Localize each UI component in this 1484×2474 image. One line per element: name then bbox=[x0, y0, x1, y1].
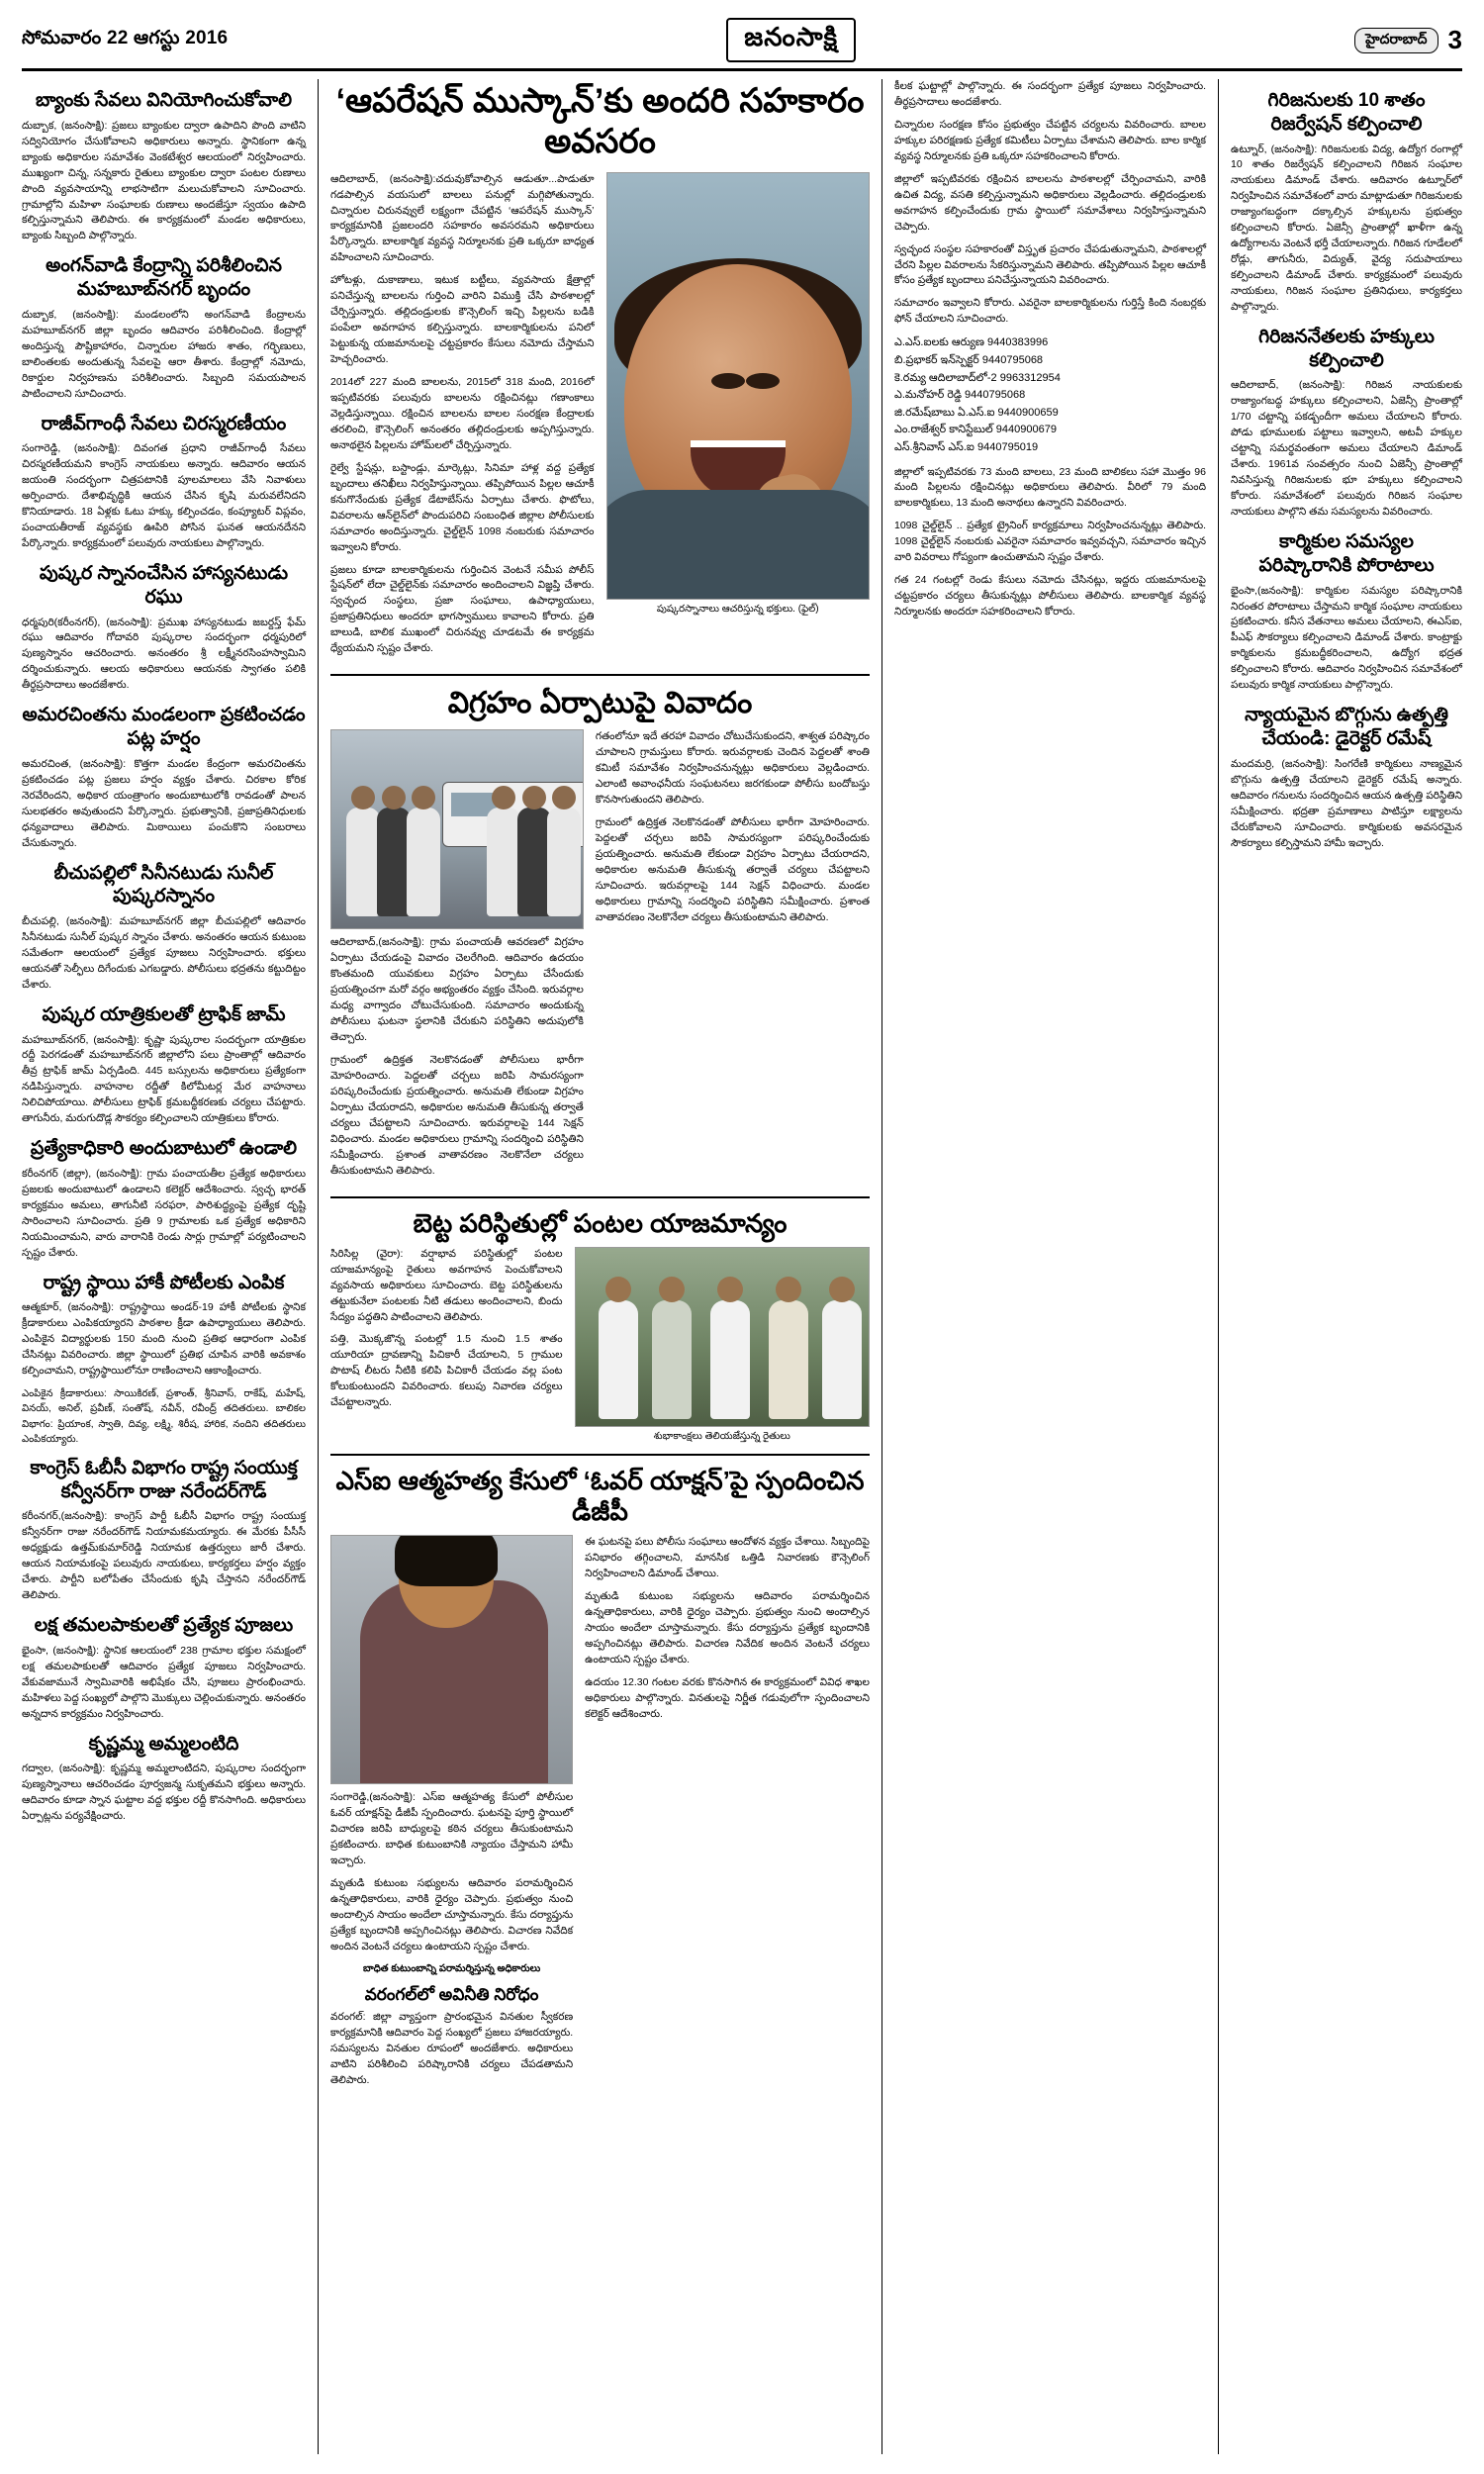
section-headline: బెట్ట పరిస్థితుల్లో పంటల యాజమాన్యం bbox=[413, 1207, 788, 1238]
photo-head bbox=[829, 1277, 855, 1302]
article-headline: న్యాయమైన బొగ్గును ఉత్పత్తి చేయండి: డైరెక్టర్‌ రమేష్‌ bbox=[1245, 705, 1448, 749]
article-body: మందమర్రి, (జనంసాక్షి): సింగరేణి కార్మికులు నాణ్యమైన బొగ్గును ఉత్పత్తి చేయాలని డైరెక్టర్‌ రమేష్‌ అన్నారు. ఆదివారం గనులను సందర్శించిన ఆయన ఉత్పత్తి పరిస్థితిని సమీక్షించారు. భద్రతా ప్రమాణాలు పాటిస్తూ లక్ష్యాలను చేరుకోవాలని సూచించారు. కార్మికులకు అవసరమైన సౌకర్యాలు కల్పిస్తామని హామీ ఇచ్చారు. bbox=[1231, 757, 1462, 849]
column-three bbox=[882, 79, 1219, 2454]
contact-item: జి.రమేష్‌బాబు ఏ.ఎస్‌.ఐ 9440900659 bbox=[894, 406, 1059, 419]
contact-list bbox=[894, 334, 1206, 456]
article-headline: కాంగ్రెస్‌ ఓబీసీ విభాగం రాష్ట్ర సంయుక్త కన్వీనర్‌గా రాజు నరేందర్‌గౌడ్‌ bbox=[30, 1457, 298, 1502]
article-body: 1098 చైల్డ్‌లైన్‌ .. ప్రత్యేక ట్రైనింగ్‌ కార్యక్రమాలు నిర్వహించనున్నట్లు తెలిపారు. 1098 చైల్డ్‌లైన్‌ నంబరుకు ఎవరైనా సమాచారం ఇవ్వవచ్చని, సమాచారం ఇచ్చిన వారి వివరాలు గోప్యంగా ఉంచుతామని స్పష్టం చేశారు. bbox=[894, 520, 1206, 564]
photo-head bbox=[522, 786, 546, 809]
article-body: దుబ్బాక, (జనంసాక్షి): ప్రజలు బ్యాంకుల ద్వారా ఉపాదిని పొంది వాటిని సద్వినియోగం చేసుకోవాలని అధికారులు అన్నారు. స్థానికంగా ఉన్న బ్యాంకు అధికారుల సమావేశం వెంకటేశ్వర ఆలయంలో నిర్వహించారు. ముఖ్యంగా చిన్న, సన్నకారు రైతులు బ్యాంకుల ద్వారా పంటల రుణాలు పొంది వ్యవసాయాన్ని లాభసాటిగా మలుచుకోవాలని సూచించారు. గ్రామాల్లోని మహిళా సంఘాలకు రుణాలు అందజేస్తూ స్వయం ఉపాది కల్పిస్తున్నామని తెలిపారు. ఈ కార్యక్రమంలో మండల అధికారులు, బ్యాంకు సిబ్బంది పాల్గొన్నారు. bbox=[22, 119, 306, 242]
photo-person bbox=[346, 808, 380, 916]
article-body: భైంసా,(జనంసాక్షి): కార్మికుల సమస్యల పరిష్కారానికి నిరంతర పోరాటాలు చేస్తామని కార్మిక సంఘాల నాయకులు ప్రకటించారు. కనీస వేతనాలు అమలు చేయాలని, ఈఎస్‌ఐ, పీఎఫ్‌ సౌకర్యాలు కల్పించాలని డిమాండ్‌ చేశారు. కాంట్రాక్టు కార్మికులను క్రమబద్ధీకరించాలని, ఉద్యోగ భద్రత కల్పించాలని కోరారు. ఆదివారం నిర్వహించిన సమావేశంలో పలువురు కార్మిక నాయకులు పాల్గొన్నారు. bbox=[1231, 584, 1462, 692]
article-body: గ్రామంలో ఉద్రిక్తత నెలకొనడంతో పోలీసులు భారీగా మోహరించారు. పెద్దలతో చర్చలు జరిపి సామరస్యంగా పరిష్కరించేందుకు ప్రయత్నించారు. అనుమతి లేకుండా విగ్రహం ఏర్పాటు చేయరాదని, అధికారుల అనుమతి తీసుకున్న తర్వాతే చర్యలు చేపట్టాలని సూచించారు. ఇరువర్గాలపై 144 సెక్షన్‌ విధించారు. మండల అధికారులు గ్రామాన్ని సందర్శించి పరిస్థితిని సమీక్షించారు. ప్రశాంత వాతావరణం నెలకొనేలా చర్యలు తీసుకుంటామని తెలిపారు. bbox=[595, 816, 870, 923]
field-photo bbox=[575, 1247, 870, 1427]
article-body: సంగారెడ్డి,(జనంసాక్షి): ఎస్‌ఐ ఆత్మహత్య కేసులో పోలీసుల ఓవర్‌ యాక్షన్‌పై డీజీపీ స్పందించారు. ఘటనపై పూర్తి స్థాయిలో విచారణ జరిపి బాధ్యులపై కఠిన చర్యలు తీసుకుంటామని ప్రకటించారు. బాధిత కుటుంబానికి న్యాయం చేస్తామని హామీ ఇచ్చారు. bbox=[330, 1791, 574, 1866]
article-body: వరంగల్‌: జిల్లా వ్యాప్తంగా ప్రారంభమైన వినతుల స్వీకరణ కార్యక్రమానికి ఆదివారం పెద్ద సంఖ్యలో ప్రజలు హాజరయ్యారు. సమస్యలను వినతుల రూపంలో అందజేశారు. అధికారులు వాటిని పరిశీలించి పరిష్కారానికి చర్యలు చేపడతామని తెలిపారు. bbox=[330, 2010, 574, 2086]
contact-item: ఎస్‌.శ్రీనివాస్‌ ఎస్‌.ఐ 9440795019 bbox=[894, 440, 1039, 453]
article-body: జిల్లాలో ఇప్పటివరకు 73 మంది బాలలు, 23 మంది బాలికలు సహా మొత్తం 96 మంది పిల్లలను రక్షించినట్లు అధికారులు తెలిపారు. వీరిలో 79 మంది బాలకార్మికులు, 13 మంది అనాథలు ఉన్నారని వివరించారు. bbox=[894, 465, 1206, 510]
article-body: ఉదయం 12.30 గంటల వరకు కొనసాగిన ఈ కార్యక్రమంలో వివిధ శాఖల అధికారులు పాల్గొన్నారు. వినతులపై నిర్ణీత గడువులోగా స్పందించాలని కలెక్టర్‌ ఆదేశించారు. bbox=[585, 1675, 870, 1720]
column-four bbox=[1219, 79, 1462, 2454]
article-body: గ్రామంలో ఉద్రిక్తత నెలకొనడంతో పోలీసులు భారీగా మోహరించారు. పెద్దలతో చర్చలు జరిపి సామరస్యంగా పరిష్కరించేందుకు ప్రయత్నించారు. అనుమతి లేకుండా విగ్రహం ఏర్పాటు చేయరాదని, అధికారుల అనుమతి తీసుకున్న తర్వాతే చర్యలు చేపట్టాలని సూచించారు. ఇరువర్గాలపై 144 సెక్షన్‌ విధించారు. మండల అధికారులు గ్రామాన్ని సందర్శించి పరిస్థితిని సమీక్షించారు. ప్రశాంత వాతావరణం నెలకొనేలా చర్యలు తీసుకుంటామని తెలిపారు. bbox=[330, 1053, 584, 1177]
sub-headline: వరంగల్‌లో అవినీతి నిరోధం bbox=[364, 1984, 539, 2004]
article-body: ఉట్నూర్‌, (జనంసాక్షి): గిరిజనులకు విద్య, ఉద్యోగ రంగాల్లో 10 శాతం రిజర్వేషన్‌ కల్పించాలని గిరిజన సంఘాల నాయకులు డిమాండ్‌ చేశారు. ఆదివారం ఉట్నూర్‌లో నిర్వహించిన సమావేశంలో వారు మాట్లాడుతూ గిరిజనులకు రాజ్యాంగబద్ధంగా దక్కాల్సిన హక్కులను ప్రభుత్వం కల్పించాలని కోరారు. ఏజెన్సీ ప్రాంతాల్లో ఖాళీగా ఉన్న ఉద్యోగాలను వెంటనే భర్తీ చేయాలన్నారు. గిరిజన గూడేలలో రోడ్లు, తాగునీరు, విద్యుత్‌, వైద్య సదుపాయాలు కల్పించాలని డిమాండ్‌ చేశారు. కార్యక్రమంలో పలువురు నాయకులు, గిరిజన సంఘాల ప్రతినిధులు, కార్యకర్తలు పాల్గొన్నారు. bbox=[1231, 143, 1462, 314]
lead-body: హోటళ్లు, దుకాణాలు, ఇటుక బట్టీలు, వ్యవసాయ క్షేత్రాల్లో పనిచేస్తున్న బాలలను గుర్తించి వారిని విముక్తి చేసి పాఠశాలల్లో చేర్పిస్తున్నారు. తల్లిదండ్రులకు కౌన్సెలింగ్‌ ఇచ్చి పిల్లలను బడికి పంపేలా అవగాహన కల్పిస్తున్నారు. బాలకార్మికులను పనిలో పెట్టుకున్న యజమానులపై చట్టప్రకారం కేసులు నమోదు చేస్తామని హెచ్చరించారు. bbox=[330, 274, 595, 366]
article-body: ధర్మపురి(కరీంనగర్), (జనంసాక్షి): ప్రముఖ హాస్యనటుడు జబర్దస్త్‌ ఫేమ్‌ రఘు ఆదివారం గోదావరి పుష్కరాల సందర్భంగా ధర్మపురిలో పుణ్యస్నానం ఆచరించారు. అనంతరం శ్రీ లక్ష్మీనరసింహస్వామిని దర్శించుకున్నారు. ఆలయ అధికారులు ఆయనకు స్వాగతం పలికి తీర్థప్రసాదాలు అందజేశారు. bbox=[22, 616, 306, 692]
photo-head bbox=[552, 786, 576, 809]
contact-item: ఎ.మనోహర్‌ రెడ్డి 9440795068 bbox=[894, 389, 1026, 402]
article-body: ఆత్మకూర్‌, (జనంసాక్షి): రాష్ట్రస్థాయి అండర్‌-19 హాకీ పోటీలకు స్థానిక క్రీడాకారులు ఎంపికయ్యారని పాఠశాల క్రీడా ఉపాధ్యాయులు తెలిపారు. ఎంపికైన విద్యార్థులకు 150 మంది నుంచి ప్రతిభ ఆధారంగా ఎంపిక చేసినట్లు వివరించారు. జిల్లా స్థాయిలో ప్రతిభ చూపిన వారికి అవకాశం కల్పించామని, రాష్ట్రస్థాయిలోనూ రాణించాలని ఆకాంక్షించారు. bbox=[22, 1301, 306, 1378]
column-grid bbox=[22, 79, 1462, 2454]
photo-hair bbox=[395, 1535, 498, 1586]
lead-body: 2014లో 227 మంది బాలలను, 2015లో 318 మంది, 2016లో ఇప్పటివరకు పలువురు బాలలను రక్షించినట్లు గణాంకాలు వెల్లడిస్తున్నాయి. రక్షించిన బాలలను బాలల సంరక్షణ కేంద్రాలకు తరలించి, కౌన్సెలింగ్‌ అనంతరం తల్లిదండ్రులకు అప్పగిస్తున్నారు. అనాథలైన పిల్లలను హోమ్‌లలో చేర్పిస్తున్నారు. bbox=[330, 376, 595, 451]
photo-person bbox=[547, 808, 581, 916]
article-body: సిరిసిల్ల (వైరా): వర్షాభావ పరిస్థితుల్లో పంటల యాజమాన్యంపై రైతులు అవగాహన పెంచుకోవాలని వ్యవసాయ అధికారులు సూచించారు. బెట్ట పరిస్థితులను తట్టుకునేలా పంటలకు నీటి తడులు అందించాలని, బిందు సేద్యం పద్ధతిని పాటించాలని తెలిపారు. bbox=[330, 1247, 563, 1323]
article-body: మృతుడి కుటుంబ సభ్యులను ఆదివారం పరామర్శించిన ఉన్నతాధికారులు, వారికి ధైర్యం చెప్పారు. ప్రభుత్వం నుంచి అందాల్సిన సాయం అందేలా చూస్తామన్నారు. కేసు దర్యాప్తును ప్రత్యేక బృందానికి అప్పగించినట్లు తెలిపారు. విచారణ నివేదిక అందిన వెంటనే చర్యలు ఉంటాయని స్పష్టం చేశారు. bbox=[330, 1876, 574, 1952]
article-headline: రాష్ట్ర స్థాయి హాకీ పోటీలకు ఎంపిక bbox=[43, 1272, 285, 1293]
article-body: గత 24 గంటల్లో రెండు కేసులు నమోదు చేసినట్లు, ఇద్దరు యజమానులపై చట్టప్రకారం చర్యలు తీసుకున్నట్లు పోలీసులు తెలిపారు. బాలకార్మిక వ్యవస్థ నిర్మూలనకు అందరూ సహకరించాలని కోరారు. bbox=[894, 574, 1206, 618]
contact-item: ఎ.ఎస్‌.ఐలకు ఆర్యుణ 9440383996 bbox=[894, 336, 1049, 349]
article-body: కరీంనగర్‌,(జనంసాక్షి): కాంగ్రెస్‌ పార్టీ ఓబీసీ విభాగం రాష్ట్ర సంయుక్త కన్వీనర్‌గా రాజు నరేందర్‌గౌడ్‌ నియామకమయ్యారు. ఈ మేరకు పీసీసీ అధ్యక్షుడు ఉత్తమ్‌కుమార్‌రెడ్డి నియామక ఉత్తర్వులు జారీ చేశారు. ఆయన నియామకంపై పలువురు నాయకులు, కార్యకర్తలు హర్షం వ్యక్తం చేశారు. పార్టీని బలోపేతం చేసేందుకు కృషి చేస్తానని నరేందర్‌గౌడ్‌ తెలిపారు. bbox=[22, 1510, 306, 1602]
article-body: కీలక ఘట్టాల్లో పాల్గొన్నారు. ఈ సందర్భంగా ప్రత్యేక పూజలు నిర్వహించారు. తీర్థప్రసాదాలు అందజేశారు. bbox=[894, 80, 1206, 108]
article-body: దుబ్బాక, (జనంసాక్షి): మండలంలోని అంగన్‌వాడి కేంద్రాలను మహబూబ్‌నగర్‌ జిల్లా బృందం ఆదివారం పరిశీలించింది. కేంద్రాల్లో అందిస్తున్న పౌష్టికాహారం, చిన్నారుల హాజరు శాతం, గర్భిణులు, బాలింతలకు అందుతున్న సేవలపై ఆరా తీశారు. కేంద్రాల్లో నమోదు, రికార్డుల నిర్వహణను పరిశీలించారు. సిబ్బంది సమయపాలన పాటించాలని సూచించారు. bbox=[22, 308, 306, 400]
article-headline: గిరిజననేతలకు హక్కులు కల్పించాలి bbox=[1258, 326, 1435, 371]
article-headline: బ్యాంకు సేవలు వినియోగించుకోవాలి bbox=[35, 90, 293, 111]
article-body: జిల్లాలో ఇప్పటివరకు రక్షించిన బాలలను పాఠశాలల్లో చేర్పించామని, వారికి ఉచిత విద్య, వసతి కల్పిస్తున్నామని అధికారులు వెల్లడించారు. తల్లిదండ్రులకు అవగాహన కల్పించేందుకు గ్రామ స్థాయిలో సమావేశాలు నిర్వహిస్తున్నామని చెప్పారు. bbox=[894, 172, 1206, 233]
article-headline: లక్ష తమలపాకులతో ప్రత్యేక పూజలు bbox=[34, 1615, 294, 1637]
photo-person bbox=[377, 808, 411, 916]
lead-body: ఆదిలాబాద్‌, (జనంసాక్షి):చదువుకోవాల్సిన ఆడుతూ...పాడుతూ గడపాల్సిన వయసులో బాలలు పనుల్లో మగ్గిపోతున్నారు. చిన్నారుల చిరునవ్వులే లక్ష్యంగా చేపట్టిన ‘ఆపరేషన్‌ ముస్కాన్‌’ కార్యక్రమానికి ప్రజలందరి సహకారం అవసరమని అధికారులు పేర్కొన్నారు. బాలకార్మిక వ్యవస్థ నిర్మూలనకు ప్రతి ఒక్కరూ బాధ్యత వహించాలని సూచించారు. bbox=[330, 172, 595, 264]
publication-date: సోమవారం 22 ఆగస్టు 2016 bbox=[22, 27, 229, 48]
article-body: సమాచారం ఇవ్వాలని కోరారు. ఎవరైనా బాలకార్మికులను గుర్తిస్తే కింది నంబర్లకు ఫోన్‌ చేయాలని సూచించారు. bbox=[894, 297, 1206, 326]
article-body: చిన్నారుల సంరక్షణ కోసం ప్రభుత్వం చేపట్టిన చర్యలను వివరించారు. బాలల హక్కుల పరిరక్షణకు ప్రత్యేక కమిటీలు ఏర్పాటు చేశామని తెలిపారు. బాల కార్మిక వ్యవస్థ నిర్మూలనకు ప్రతి ఒక్కరూ సహకరించాలని కోరారు. bbox=[894, 118, 1206, 162]
photo-caption: పుష్కరస్నానాలు ఆచరిస్తున్న భక్తులు. (ఫైల్‌) bbox=[656, 603, 819, 615]
article-headline: అంగన్‌వాడి కేంద్రాన్ని పరిశీలించిన మహబూబ్‌నగర్‌ బృందం bbox=[46, 255, 282, 301]
page-number: 3 bbox=[1447, 25, 1462, 54]
photo-head bbox=[659, 1277, 685, 1302]
photo-head bbox=[492, 786, 515, 809]
article-body: మహబూబ్‌నగర్‌, (జనంసాక్షి): కృష్ణా పుష్కరాల సందర్భంగా యాత్రికుల రద్దీ పెరగడంతో మహబూబ్‌నగర్‌ జిల్లాలోని పలు ప్రాంతాల్లో ఆదివారం తీవ్ర ట్రాఫిక్‌ జామ్‌ ఏర్పడింది. 445 బస్సులను అధికారులు ప్రత్యేకంగా నడిపిస్తున్నారు. వాహనాల రద్దీతో కిలోమీటర్ల మేర వాహనాలు నిలిచిపోయాయి. పోలీసులు ట్రాఫిక్‌ క్రమబద్ధీకరణకు చర్యలు చేపట్టారు. తాగునీరు, మరుగుదొడ్ల సౌకర్యం కల్పించాలని యాత్రికులు కోరారు. bbox=[22, 1033, 306, 1125]
masthead-right bbox=[1354, 25, 1462, 55]
photo-head bbox=[351, 786, 375, 809]
photo-eye-right bbox=[746, 373, 780, 389]
rally-photo bbox=[330, 729, 584, 929]
article-body: స్వచ్ఛంద సంస్థల సహకారంతో విస్తృత ప్రచారం చేపడుతున్నామని, పాఠశాలల్లో చేరని పిల్లల వివరాలను సేకరిస్తున్నామని తెలిపారు. తప్పిపోయిన పిల్లల ఆచూకీ కోసం ప్రత్యేక బృందాలు పనిచేస్తున్నాయని వివరించారు. bbox=[894, 242, 1206, 287]
masthead bbox=[22, 18, 1462, 71]
article-body: మృతుడి కుటుంబ సభ్యులను ఆదివారం పరామర్శించిన ఉన్నతాధికారులు, వారికి ధైర్యం చెప్పారు. ప్రభుత్వం నుంచి అందాల్సిన సాయం అందేలా చూస్తామన్నారు. కేసు దర్యాప్తును ప్రత్యేక బృందానికి అప్పగించినట్లు తెలిపారు. విచారణ నివేదిక అందిన వెంటనే చర్యలు ఉంటాయని స్పష్టం చేశారు. bbox=[585, 1589, 870, 1665]
article-body: కరీంనగర్‌ (జిల్లా), (జనంసాక్షి): గ్రామ పంచాయతీల ప్రత్యేక అధికారులు ప్రజలకు అందుబాటులో ఉండాలని కలెక్టర్‌ ఆదేశించారు. స్వచ్ఛ భారత్‌ కార్యక్రమం అమలు, తాగునీటి సరఫరా, పారిశుద్ధ్యంపై ప్రత్యేక దృష్టి సారించాలని సూచించారు. ప్రతి 9 గ్రామాలకు ఒక ప్రత్యేక అధికారిని నియమించామని, వారు వారానికి రెండు సార్లు గ్రామాల్లో పర్యటించాలని స్పష్టం చేశారు. bbox=[22, 1167, 306, 1259]
contact-item: ఎం.రాజేశ్వర్‌ కానిస్టేబుల్‌ 9440900679 bbox=[894, 424, 1057, 436]
section-divider bbox=[330, 674, 870, 676]
article-headline: పుష్కర స్నానంచేసిన హాస్యనటుడు రఘు bbox=[39, 563, 289, 608]
article-body: అమరచింత, (జనంసాక్షి): కొత్తగా మండల కేంద్రంగా అమరచింతను ప్రకటించడం పట్ల ప్రజలు హర్షం వ్యక్తం చేశారు. చిరకాల కోరిక నెరవేరిందని, అధికార యంత్రాంగం అందుబాటులోకి రావడంతో పాలన సులభతరం అవుతుందని పేర్కొన్నారు. ప్రభుత్వానికి, ప్రజాప్రతినిధులకు ధన్యవాదాలు తెలిపారు. మిఠాయిలు పంచుకొని సంబరాలు చేసుకున్నారు. bbox=[22, 757, 306, 849]
section-headline: ఎస్‌ఐ ఆత్మహత్య కేసులో ‘ఓవర్‌ యాక్షన్‌’పై స్పందించిన డీజీపీ bbox=[335, 1465, 865, 1526]
article-body: ఆదిలాబాద్‌,(జనంసాక్షి): గ్రామ పంచాయతీ ఆవరణలో విగ్రహం ఏర్పాటు చేయడంపై వివాదం చెలరేగింది. ఆదివారం ఉదయం కొంతమంది యువకులు విగ్రహం ఏర్పాటు చేసేందుకు ప్రయత్నించగా మరో వర్గం అభ్యంతరం వ్యక్తం చేసింది. ఇరువర్గాల మధ్య వాగ్వాదం చోటుచేసుకుంది. సమాచారం అందుకున్న పోలీసులు ఘటనా స్థలానికి చేరుకుని పరిస్థితిని అదుపులోకి తెచ్చారు. bbox=[330, 936, 584, 1043]
photo-head bbox=[776, 1277, 801, 1302]
lead-headline: ‘ఆపరేషన్‌ ముస్కాన్‌’కు అందరి సహకారం అవసరం bbox=[335, 82, 865, 160]
lead-body: రైల్వే స్టేషన్లు, బస్టాండ్లు, మార్కెట్లు, సినిమా హాళ్ల వద్ద ప్రత్యేక బృందాలు తనిఖీలు నిర్వహిస్తున్నాయి. తప్పిపోయిన పిల్లల ఆచూకీ కనుగొనేందుకు ప్రత్యేక డేటాబేస్‌ను ఏర్పాటు చేశారు. ఫొటోలు, వివరాలను ఆన్‌లైన్‌లో పొందుపరిచి సంబంధిత జిల్లాల పోలీసులకు సమాచారం అందిస్తున్నారు. చైల్డ్‌లైన్‌ 1098 నంబరుకు సమాచారం ఇవ్వాలని కోరారు. bbox=[330, 461, 595, 553]
article-body: పత్తి, మొక్కజొన్న పంటల్లో 1.5 నుంచి 1.5 శాతం యూరియా ద్రావణాన్ని పిచికారీ చేయాలని, 5 గ్రాముల పొటాష్‌ లీటరు నీటికి కలిపి పిచికారీ చేయడం వల్ల పంట కోలుకుంటుందని వివరించారు. కలుపు నివారణ చర్యలు చేపట్టాలన్నారు. bbox=[330, 1333, 563, 1409]
article-headline: రాజీవ్‌గాంధీ సేవలు చిరస్మరణీయం bbox=[41, 413, 287, 434]
article-body: గద్వాల, (జనంసాక్షి): కృష్ణమ్మ అమ్మలాంటిదని, పుష్కరాల సందర్భంగా పుణ్యస్నానాలు ఆచరించడం పూర్వజన్మ సుకృతమని భక్తులు అన్నారు. ఆదివారం కూడా స్నాన ఘట్టాల వద్ద భక్తుల రద్దీ కొనసాగింది. అధికారులు ఏర్పాట్లను పర్యవేక్షించారు. bbox=[22, 1762, 306, 1823]
article-headline: ప్రత్యేకాధికారి అందుబాటులో ఉండాలి bbox=[30, 1138, 298, 1160]
photo-caption: శుభాకాంక్షలు తెలియజేస్తున్న రైతులు bbox=[653, 1430, 790, 1442]
photo-torso bbox=[606, 490, 871, 600]
article-headline: గిరిజనులకు 10 శాతం రిజర్వేషన్‌ కల్పించాలి bbox=[1267, 90, 1426, 135]
photo-person bbox=[599, 1300, 638, 1419]
section-divider bbox=[330, 1196, 870, 1198]
article-body: ఆదిలాబాద్‌, (జనంసాక్షి): గిరిజన నాయకులకు రాజ్యాంగబద్ధ హక్కులు కల్పించాలని, ఏజెన్సీ ప్రాంతాల్లో 1/70 చట్టాన్ని పకడ్బందీగా అమలు చేయాలని కోరారు. పోడు భూములకు పట్టాలు ఇవ్వాలని, అటవీ హక్కుల చట్టాన్ని సమర్థవంతంగా అమలు చేయాలని డిమాండ్‌ చేశారు. 1961వ సంవత్సరం నుంచి ఏజెన్సీ ప్రాంతాల్లో నివసిస్తున్న గిరిజనులకు భూ హక్కులు కల్పించాలని కోరారు. సమావేశంలో పలువురు గిరిజన సంఘాల నాయకులు పాల్గొని తమ సమస్యలను వివరించారు. bbox=[1231, 379, 1462, 519]
photo-person bbox=[517, 808, 551, 916]
article-headline: కార్మికుల సమస్యల పరిష్కారానికి పోరాటాలు bbox=[1258, 531, 1435, 576]
photo-person bbox=[822, 1300, 862, 1419]
article-headline: బీచుపల్లిలో సినీనటుడు సునీల్‌ పుష్కరస్నానం bbox=[53, 862, 274, 907]
article-body: భైంసా, (జనంసాక్షి): స్థానిక ఆలయంలో 238 గ్రామాల భక్తుల సమక్షంలో లక్ష తమలపాకులతో ఆదివారం ప్రత్యేక పూజలు నిర్వహించారు. వేకువజామునే స్వామివారికి అభిషేకం చేసి, పూజలు ప్రారంభించారు. మహిళలు పెద్ద సంఖ్యలో పాల్గొని మొక్కులు చెల్లించుకున్నారు. అనంతరం అన్నదాన కార్యక్రమం నిర్వహించారు. bbox=[22, 1644, 306, 1720]
lead-body: ప్రజలు కూడా బాలకార్మికులను గుర్తించిన వెంటనే సమీప పోలీస్‌ స్టేషన్‌లో లేదా చైల్డ్‌లైన్‌కు సమాచారం అందించాలని విజ్ఞప్తి చేశారు. స్వచ్ఛంద సంస్థలు, ప్రజా సంఘాలు, ఉపాధ్యాయులు, ప్రజాప్రతినిధులు అందరూ భాగస్వాములు కావాలని కోరారు. ప్రతి బాలుడి, బాలిక ముఖంలో చిరునవ్వు చూడటమే ఈ కార్యక్రమ ధ్యేయమని స్పష్టం చేశారు. bbox=[330, 563, 595, 655]
column-one bbox=[22, 79, 319, 2454]
article-headline: అమరచింతను మండలంగా ప్రకటించడం పట్ల హర్షం bbox=[22, 705, 306, 750]
photo-person bbox=[769, 1300, 808, 1419]
article-list: ఎంపికైన క్రీడాకారులు: సాయికిరణ్‌, ప్రశాంత్‌, శ్రీనివాస్‌, రాకేష్‌, మహేష్‌, వినయ్‌, అనిల్‌, ప్రవీణ్‌, సంతోష్‌, నవీన్‌, రవీంద్ర్‌ తదితరులు. బాలికల విభాగం: ప్రియాంక, స్వాతి, దివ్య, లక్ష్మి, శిరీష, హారిక, నందిని తదితరులు ఎంపికయ్యారు. bbox=[22, 1388, 306, 1445]
contact-item: బి.ప్రభాకర్‌ ఇన్‌స్పెక్టర్‌ 9440795068 bbox=[894, 353, 1044, 366]
article-body: ఈ ఘటనపై పలు పోలీసు సంఘాలు ఆందోళన వ్యక్తం చేశాయి. సిబ్బందిపై పనిభారం తగ్గించాలని, మానసిక ఒత్తిడి నివారణకు కౌన్సెలింగ్‌ నిర్వహించాలని డిమాండ్‌ చేశాయి. bbox=[585, 1536, 870, 1579]
photo-caption: బాధిత కుటుంబాన్ని పరామర్శిస్తున్న అధికారులు bbox=[363, 1962, 541, 1974]
contact-item: కె.రమ్య ఆదిలాబాద్‌లో-2 9963312954 bbox=[894, 371, 1061, 384]
article-headline: కృష్ణమ్మ అమ్మలంటిది bbox=[88, 1733, 239, 1755]
edition-city: హైదరాబాద్ bbox=[1354, 28, 1438, 53]
photo-person bbox=[407, 808, 440, 916]
photo-head bbox=[605, 1277, 631, 1302]
photo-person bbox=[652, 1300, 692, 1419]
section-divider bbox=[330, 1454, 870, 1456]
article-body: గతంలోనూ ఇదే తరహా వివాదం చోటుచేసుకుందని, శాశ్వత పరిష్కారం చూపాలని గ్రామస్తులు కోరారు. ఇరువర్గాలకు చెందిన పెద్దలతో శాంతి కమిటీ సమావేశం నిర్వహించనున్నట్లు అధికారులు వెల్లడించారు. ఎలాంటి అవాంఛనీయ సంఘటనలు జరగకుండా పోలీసు బందోబస్తు కొనసాగుతుందని తెలిపారు. bbox=[595, 730, 870, 807]
photo-head bbox=[717, 1277, 743, 1302]
article-body: బీచుపల్లి, (జనంసాక్షి): మహబూబ్‌నగర్‌ జిల్లా బీచుపల్లిలో ఆదివారం సినీనటుడు సునీల్‌ పుష్కర స్నానం చేశారు. అనంతరం ఆయన కుటుంబ సమేతంగా ఆలయంలో ప్రత్యేక పూజలు నిర్వహించారు. భక్తులు ఆయనతో సెల్ఫీలు దిగేందుకు ఎగబడ్డారు. పోలీసులు భద్రతను కట్టుదిట్టం చేశారు. bbox=[22, 915, 306, 991]
family-photo bbox=[330, 1535, 573, 1784]
article-headline: పుష్కర యాత్రికులతో ట్రాఫిక్‌ జామ్‌ bbox=[42, 1003, 286, 1025]
column-two bbox=[319, 79, 882, 2454]
article-body: సంగారెడ్డి, (జనంసాక్షి): దివంగత ప్రధాని రాజీవ్‌గాంధీ సేవలు చిరస్మరణీయమని కాంగ్రెస్‌ నాయకులు అన్నారు. ఆదివారం ఆయన జయంతి సందర్భంగా చిత్రపటానికి పూలమాలలు వేసి నివాళులు అర్పించారు. దేశాభివృద్ధికి ఆయన చేసిన కృషి మరువలేనిదని కొనియాడారు. 18 ఏళ్లకు ఓటు హక్కు కల్పించడం, కంప్యూటర్‌ విప్లవం, పంచాయతీరాజ్‌ వ్యవస్థకు ఊపిరి పోసిన ఘనత ఆయనదేనని పేర్కొన్నారు. కార్యక్రమంలో పలువురు నాయకులు పాల్గొన్నారు. bbox=[22, 442, 306, 550]
photo-person bbox=[487, 808, 520, 916]
lead-photo-child bbox=[606, 172, 871, 600]
photo-head bbox=[412, 786, 435, 809]
photo-woman bbox=[360, 1580, 548, 1783]
section-headline: విగ్రహం ఏర్పాటుపై వివాదం bbox=[447, 687, 753, 720]
photo-person bbox=[710, 1300, 750, 1419]
photo-head bbox=[382, 786, 406, 809]
photo-eye-left bbox=[711, 373, 745, 389]
newspaper-logo: జనంసాక్షి bbox=[726, 18, 856, 62]
